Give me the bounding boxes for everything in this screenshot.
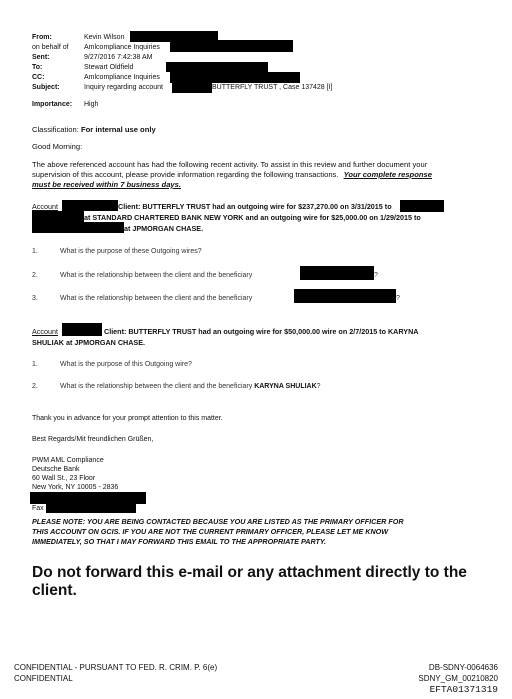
redaction (294, 289, 396, 303)
warning-line: client. (32, 582, 77, 599)
bates-sdny: SDNY_GM_00210820 (418, 674, 498, 683)
importance-label: Importance: (32, 101, 73, 108)
signature-line: Deutsche Bank (32, 466, 80, 473)
cc-label: CC: (32, 74, 45, 81)
bates-db: DB-SDNY-0064636 (428, 663, 498, 672)
subject-value: Inquiry regarding account (84, 84, 163, 91)
question-number: 2. (32, 272, 38, 279)
footer-confidential-1: CONFIDENTIAL - PURSUANT TO FED. R. CRIM. P. 6(e) (14, 663, 218, 672)
signature-line: PWM AML Compliance (32, 457, 104, 464)
intro-line-2-text: supervision of this account, please provide information regarding the following transactions. (32, 170, 339, 179)
thanks-text: Thank you in advance for your prompt attention to this matter. (32, 415, 223, 422)
greeting: Good Morning: (32, 142, 83, 151)
sent-value: 9/27/2016 7:42:38 AM (84, 54, 153, 61)
block1-line-1: Client: BUTTERFLY TRUST had an outgoing wire for $237,270.00 on 3/31/2015 to (118, 202, 392, 211)
question-number: 3. (32, 295, 38, 302)
question-text: What is the purpose of these Outgoing wires? (60, 248, 202, 255)
account-label: Account (32, 202, 58, 211)
beneficiary-name: KARYNA SHULIAK (254, 383, 317, 390)
intro-line-2 (32, 170, 432, 179)
question-text-main: What is the relationship between the client and the beneficiary (60, 383, 253, 390)
notice-line: PLEASE NOTE: YOU ARE BEING CONTACTED BECAUSE YOU ARE LISTED AS THE PRIMARY OFFICER FOR (32, 517, 404, 526)
redaction (400, 200, 444, 212)
subject-tail: BUTTERFLY TRUST , Case 137428 [I] (212, 84, 333, 91)
redaction (46, 502, 136, 513)
question-text: What is the purpose of this Outgoing wire? (60, 361, 192, 368)
fax-label: Fax (32, 505, 44, 512)
classification (32, 125, 156, 134)
subject-label: Subject: (32, 84, 60, 91)
signature-line: New York, NY 10005 - 2836 (32, 484, 119, 491)
question-number: 2. (32, 383, 38, 390)
from-label: From: (32, 34, 52, 41)
question-text: What is the relationship between the client and the beneficiary (60, 272, 253, 279)
redaction (166, 62, 268, 72)
question-tail: ? (396, 295, 400, 302)
redaction (62, 200, 118, 211)
question-tail: ? (316, 383, 321, 390)
account-label: Account (32, 327, 58, 336)
classification-label: Classification: (32, 125, 79, 134)
question-number: 1. (32, 248, 38, 255)
on-behalf-label: on behalf of (32, 44, 69, 51)
redaction (32, 211, 84, 222)
block2-line-2: SHULIAK at JPMORGAN CHASE. (32, 338, 146, 347)
classification-value: For internal use only (80, 125, 156, 134)
footer-confidential-2: CONFIDENTIAL (14, 674, 73, 683)
on-behalf-value: Amlcompliance Inquiries (84, 44, 160, 51)
to-label: To: (32, 64, 43, 71)
intro-line-1: The above referenced account has had the following recent activity. To assist in this review and further document your (32, 160, 428, 169)
signature-line: 60 Wall St., 23 Floor (32, 475, 96, 482)
notice-line: IMMEDIATELY, SO THAT I MAY FORWARD THIS EMAIL TO THE APPROPRIATE PARTY. (32, 537, 327, 546)
block1-line-2: at STANDARD CHARTERED BANK NEW YORK and an outgoing wire for $25,000.00 on 1/29/2015 to (84, 213, 421, 222)
question-number: 1. (32, 361, 38, 368)
bates-efta: EFTA01371319 (429, 684, 498, 695)
importance-value: High (84, 101, 99, 108)
notice-line: THIS ACCOUNT ON GCIS. IF YOU ARE NOT THE CURRENT PRIMARY OFFICER, PLEASE LET ME KNOW (32, 527, 389, 536)
redaction (32, 222, 124, 233)
cc-value: Amlcompliance Inquiries (84, 74, 160, 81)
redaction (300, 266, 374, 280)
deadline-text-2: must be received within 7 business days. (32, 180, 181, 189)
question-tail: ? (374, 272, 378, 279)
regards-text: Best Regards/Mit freundlichen Grüßen, (32, 436, 154, 443)
sent-label: Sent: (32, 54, 50, 61)
question-text: What is the relationship between the client and the beneficiary (60, 295, 253, 302)
block2-line-1: Client: BUTTERFLY TRUST had an outgoing wire for $50,000.00 wire on 2/7/2015 to KARYNA (104, 327, 419, 336)
deadline-text: Your complete response (343, 170, 432, 179)
redaction (170, 40, 293, 52)
to-value: Stewart Oldfield (84, 64, 134, 71)
block1-line-3: at JPMORGAN CHASE. (124, 224, 204, 233)
question-text (60, 383, 321, 390)
warning-line: Do not forward this e-mail or any attachment directly to the (32, 564, 467, 581)
redaction (62, 323, 102, 336)
redaction (172, 82, 212, 93)
from-value: Kevin Wilson (84, 34, 125, 41)
